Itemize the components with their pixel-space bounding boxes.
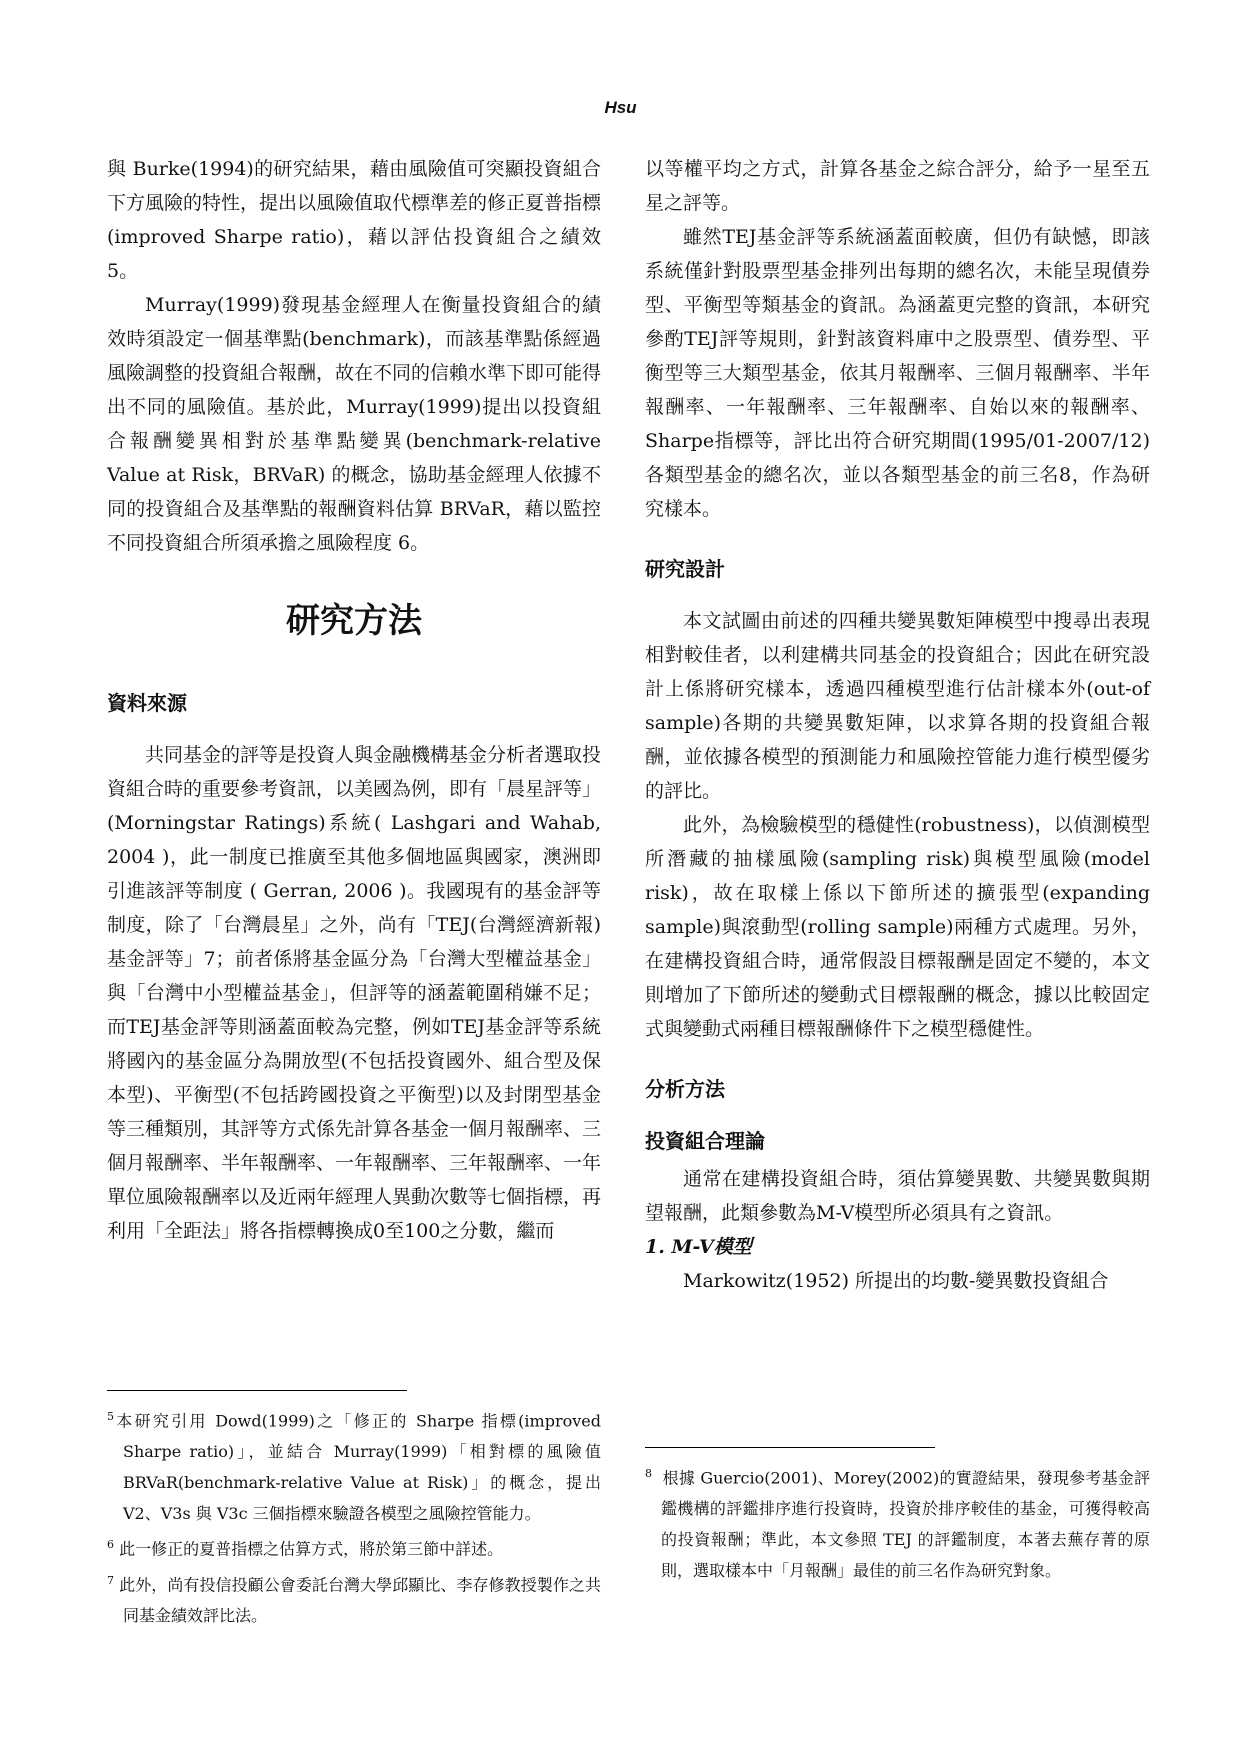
subsection-title: 投資組合理論 [645,1129,765,1153]
paragraph: 以等權平均之方式，計算各基金之綜合評分，給予一星至五星之評等。 [645,158,1150,214]
paragraph: 本文試圖由前述的四種共變異數矩陣模型中搜尋出表現相對較佳者，以利建構共同基金的投資組合；因此在研究設計上係將研究樣本，透過四種模型進行估計樣本外(out-of sample)各期的共變異數矩陣，以求算各期的投資組合報酬，並依據各模型的預測能力和風險控管能力進行模型優劣的評比。 [645,610,1150,802]
left-column [107,152,601,1248]
paragraph: 共同基金的評等是投資人與金融機構基金分析者選取投資組合時的重要參考資訊，以美國為例，即有「晨星評等」(Morningstar Ratings)系統( Lashgari and Wahab, 2004 )，此一制度已推廣至其他多個地區與國家，澳洲即引進該評等制度 ( Gerran, 2006 )。我國現有的基金評等制度，除了「台灣晨星」之外，尚有「TEJ(台灣經濟新報)基金評等」7；前者係將基金區分為「台灣大型權益基金」與「台灣中小型權益基金」，但評等的涵蓋範圍稍嫌不足；而TEJ基金評等則涵蓋面較為完整，例如TEJ基金評等系統將國內的基金區分為開放型(不包括投資國外、組合型及保本型)、平衡型(不包括跨國投資之平衡型)以及封閉型基金等三種類別，其評等方式係先計算各基金一個月報酬率、三個月報酬率、半年報酬率、一年報酬率、三年報酬率、一年單位風險報酬率以及近兩年經理人異動次數等七個指標，再利用「全距法」將各指標轉換成0至100之分數，繼而 [107,744,602,1242]
footnote-rule [107,1390,407,1391]
paragraph: 此外，為檢驗模型的穩健性(robustness)，以偵測模型所潛藏的抽樣風險(sampling risk)與模型風險(model risk)，故在取樣上係以下節所述的擴張型(expanding sample)與滾動型(rolling sample)兩種方式處理。另外，在建構投資組合時，通常假設目標報酬是固定不變的，本文則增加了下節所述的變動式目標報酬的概念，據以比較固定式與變動式兩種目標報酬條件下之模型穩健性。 [645,814,1150,1040]
footnote: $^5$本研究引用 Dowd(1999)之「修正的 Sharpe 指標(improved Sharpe ratio)」，並結合 Murray(1999)「相對標的風險值 BRVaR(benchmark-relative Value at Risk)」的概念，提出 V2、V3s 與 V3c 三個指標來驗證各模型之風險控管能力。 [107,1410,601,1524]
subsection-title: 分析方法 [645,1077,725,1101]
paragraph: 與 Burke(1994)的研究結果，藉由風險值可突顯投資組合下方風險的特性，提出以風險值取代標準差的修正夏普指標(improved Sharpe ratio)，藉以評估投資組合之績效 5。 [107,158,602,282]
footnote: $^6$ 此一修正的夏普指標之估算方式，將於第三節中詳述。 [107,1538,504,1559]
subsection-title: 資料來源 [107,691,187,715]
paragraph: 通常在建構投資組合時，須估算變異數、共變異數與期望報酬，此類參數為M-V模型所必須具有之資訊。 [645,1168,1150,1224]
subsubsection-title: 1. M-V模型 [645,1236,752,1258]
footnotes-left [107,1390,601,1631]
footnote: $^8$ 根據 Guercio(2001)、Morey(2002)的實證結果，發現參考基金評鑑機構的評鑑排序進行投資時，投資於排序較佳的基金，可獲得較高的投資報酬；準此，本文參照 TEJ 的評鑑制度，本著去蕪存菁的原則，選取樣本中「月報酬」最佳的前三名作為研究對象。 [645,1467,1150,1581]
right-column [645,152,1150,1298]
footnote-rule [645,1447,935,1448]
section-title: 研究方法 [286,601,422,641]
subsection-title: 研究設計 [645,557,725,581]
footnotes-right [645,1447,1150,1586]
paragraph: Markowitz(1952) 所提出的均數-變異數投資組合 [683,1270,1109,1292]
running-header: Hsu [604,98,637,117]
paragraph: 雖然TEJ基金評等系統涵蓋面較廣，但仍有缺憾，即該系統僅針對股票型基金排列出每期的總名次，未能呈現債券型、平衡型等類基金的資訊。為涵蓋更完整的資訊，本研究參酌TEJ評等規則，針對該資料庫中之股票型、債券型、平衡型等三大類型基金，依其月報酬率、三個月報酬率、半年報酬率、一年報酬率、三年報酬率、自始以來的報酬率、Sharpe指標等，評比出符合研究期間(1995/01-2007/12)各類型基金的總名次，並以各類型基金的前三名8，作為研究樣本。 [645,226,1150,520]
footnote: $^7$ 此外，尚有投信投顧公會委託台灣大學邱顯比、李存修教授製作之共同基金績效評比法。 [107,1573,601,1625]
paragraph: Murray(1999)發現基金經理人在衡量投資組合的績效時須設定一個基準點(benchmark)，而該基準點係經過風險調整的投資組合報酬，故在不同的信賴水準下即可能得出不同的風險值。基於此，Murray(1999)提出以投資組合報酬變異相對於基準點變異(benchmark-relative Value at Risk，BRVaR) 的概念，協助基金經理人依據不同的投資組合及基準點的報酬資料估算 BRVaR，藉以監控不同投資組合所須承擔之風險程度 6。 [107,294,602,554]
